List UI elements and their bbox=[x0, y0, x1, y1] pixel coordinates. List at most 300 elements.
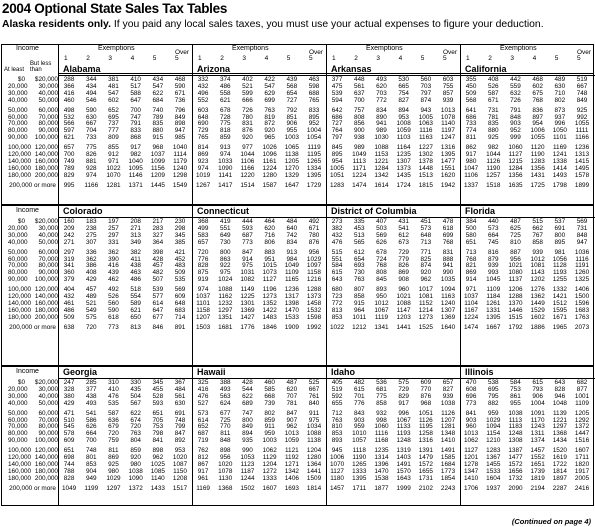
income-less-than: 60,000 bbox=[38, 106, 58, 114]
tax-value: 1116 bbox=[374, 430, 389, 438]
tax-value: 1272 bbox=[262, 467, 277, 475]
tax-value: 457 bbox=[85, 286, 97, 294]
tax-value: 938 bbox=[353, 134, 365, 142]
tax-value: 1334 bbox=[306, 164, 322, 172]
tax-value: 1171 bbox=[352, 164, 367, 172]
tax-value: 1514 bbox=[240, 181, 255, 189]
tax-value: 861 bbox=[510, 392, 521, 400]
tax-value: 257 bbox=[108, 224, 119, 232]
tax-value: 527 bbox=[197, 399, 209, 407]
table-row bbox=[58, 173, 191, 180]
tax-value: 615 bbox=[331, 269, 343, 277]
tax-value: 1203 bbox=[396, 313, 411, 321]
tax-value: 1060 bbox=[374, 423, 389, 431]
tax-value: 903 bbox=[465, 416, 477, 424]
tax-value: 859 bbox=[219, 134, 231, 142]
tax-value: 455 bbox=[152, 385, 164, 393]
tax-value: 704 bbox=[85, 127, 97, 135]
tax-value: 515 bbox=[532, 218, 543, 225]
tax-value: 649 bbox=[219, 231, 231, 239]
tax-value: 374 bbox=[219, 76, 231, 83]
tax-value: 1458 bbox=[306, 299, 322, 307]
tax-value: 1130 bbox=[218, 474, 233, 482]
tax-value: 330 bbox=[130, 379, 141, 386]
exemption-col-label: 3 bbox=[510, 55, 515, 62]
tax-value: 907 bbox=[286, 416, 298, 424]
tax-value: 398 bbox=[152, 248, 164, 256]
tax-value: 1899 bbox=[574, 181, 590, 189]
table-row bbox=[460, 401, 593, 408]
at-least-header: At least bbox=[4, 67, 25, 73]
income-less-than: $20,000 bbox=[34, 379, 58, 386]
tax-value: 662 bbox=[532, 224, 543, 232]
tax-value: 906 bbox=[286, 120, 298, 128]
tax-value: 1585 bbox=[440, 454, 456, 461]
tax-value: 541 bbox=[85, 409, 97, 417]
tax-value: 2005 bbox=[574, 474, 590, 482]
tax-value: 566 bbox=[63, 120, 75, 128]
exemption-col-label: 2 bbox=[488, 55, 492, 62]
tax-value: 726 bbox=[510, 96, 521, 104]
tax-value: 827 bbox=[442, 385, 454, 393]
tax-value: 1373 bbox=[396, 164, 411, 172]
table-row bbox=[460, 84, 593, 91]
state-rule bbox=[192, 75, 326, 76]
tax-value: 961 bbox=[197, 474, 209, 482]
tax-value: 551 bbox=[219, 224, 231, 232]
tax-value: 1447 bbox=[574, 430, 590, 438]
table-row bbox=[326, 424, 459, 431]
tax-value: 328 bbox=[63, 385, 75, 393]
tax-value: 1047 bbox=[463, 164, 479, 172]
table-row bbox=[58, 431, 191, 438]
tax-value: 775 bbox=[219, 120, 231, 128]
table-row bbox=[326, 486, 459, 493]
state-name: Florida bbox=[465, 206, 496, 216]
tax-value: 1209 bbox=[150, 171, 165, 179]
tax-value: 2102 bbox=[418, 484, 433, 492]
tax-value: 897 bbox=[532, 113, 543, 121]
tax-value: 1693 bbox=[284, 484, 299, 492]
tax-value: 1119 bbox=[374, 313, 389, 321]
tax-value: 1095 bbox=[128, 164, 143, 172]
tax-value: 1414 bbox=[552, 164, 567, 172]
tax-value: 876 bbox=[242, 127, 253, 135]
tax-value: 1815 bbox=[418, 181, 433, 189]
tax-value: 925 bbox=[108, 460, 119, 468]
tax-value: 1261 bbox=[486, 299, 501, 307]
tax-value: 806 bbox=[264, 238, 275, 246]
table-row bbox=[58, 315, 191, 322]
tax-value: 1635 bbox=[508, 181, 523, 189]
tax-value: 510 bbox=[63, 416, 75, 424]
tax-value: 773 bbox=[108, 323, 119, 331]
table-row bbox=[326, 128, 459, 135]
tax-value: 486 bbox=[63, 306, 75, 314]
tax-value: 366 bbox=[63, 82, 75, 90]
income-less-than: 90,000 bbox=[38, 127, 58, 135]
tax-value: 1113 bbox=[352, 157, 366, 165]
tax-value: 1021 bbox=[508, 262, 523, 270]
tax-value: 990 bbox=[442, 269, 454, 277]
tax-value: 848 bbox=[576, 231, 588, 239]
tax-value: 1477 bbox=[508, 454, 523, 461]
tax-value: 968 bbox=[152, 144, 164, 152]
tax-value: 883 bbox=[264, 248, 275, 256]
table-block bbox=[1, 366, 594, 506]
tax-value: 620 bbox=[286, 385, 298, 393]
tax-value: 614 bbox=[197, 416, 209, 424]
tax-value: 804 bbox=[130, 437, 141, 445]
tax-value: 575 bbox=[398, 379, 409, 386]
tax-value: 700 bbox=[130, 106, 141, 114]
tax-value: 1406 bbox=[284, 474, 299, 482]
tax-value: 1278 bbox=[463, 460, 479, 468]
tax-value: 1313 bbox=[574, 151, 590, 158]
tax-value: 584 bbox=[510, 379, 521, 386]
table-row bbox=[460, 277, 593, 284]
income-open: 200,000 or more bbox=[9, 181, 56, 189]
tax-value: 448 bbox=[353, 76, 365, 83]
tax-value: 573 bbox=[420, 224, 432, 232]
table-row bbox=[58, 121, 191, 128]
tax-value: 1441 bbox=[306, 467, 322, 475]
tax-value: 1316 bbox=[418, 437, 433, 445]
tax-value: 626 bbox=[376, 238, 387, 246]
tax-value: 1434 bbox=[552, 437, 567, 445]
tax-value: 780 bbox=[308, 231, 320, 239]
tax-value: 831 bbox=[442, 248, 454, 256]
table-row bbox=[326, 145, 459, 152]
tax-value: 1053 bbox=[240, 454, 255, 461]
income-at-least: 100,000 bbox=[8, 286, 32, 294]
income-less-than: 140,000 bbox=[34, 293, 58, 300]
tax-value: 331 bbox=[108, 238, 119, 246]
tax-value: 478 bbox=[442, 218, 454, 225]
tax-value: 1441 bbox=[396, 323, 411, 331]
tax-value: 1167 bbox=[464, 306, 478, 314]
tax-value: 475 bbox=[331, 82, 343, 90]
tax-value: 1342 bbox=[374, 171, 389, 179]
tax-value: 1284 bbox=[508, 164, 523, 172]
tax-value: 811 bbox=[466, 134, 477, 142]
tax-value: 1257 bbox=[486, 171, 501, 179]
tax-value: 667 bbox=[308, 385, 320, 393]
tax-value: 1065 bbox=[284, 144, 299, 152]
tax-value: 868 bbox=[130, 134, 141, 142]
table-row bbox=[192, 183, 325, 190]
tax-value: 725 bbox=[510, 231, 521, 239]
tax-value: 537 bbox=[554, 218, 566, 225]
tax-value: 1003 bbox=[284, 134, 299, 142]
tax-value: 197 bbox=[108, 218, 119, 225]
tax-value: 1031 bbox=[240, 269, 255, 277]
tax-value: 1164 bbox=[396, 144, 411, 152]
tax-value: 1369 bbox=[440, 313, 456, 321]
tax-value: 382 bbox=[331, 224, 343, 232]
tax-value: 1370 bbox=[508, 299, 523, 307]
tax-value: 813 bbox=[130, 323, 141, 331]
tax-value: 1819 bbox=[530, 474, 545, 482]
tax-value: 847 bbox=[286, 409, 298, 417]
tax-value: 869 bbox=[465, 269, 477, 277]
tax-value: 1333 bbox=[352, 467, 367, 475]
tax-value: 1280 bbox=[306, 454, 322, 461]
tax-value: 700 bbox=[63, 151, 75, 158]
tax-value: 1684 bbox=[440, 460, 456, 468]
tax-value: 1101 bbox=[552, 134, 567, 142]
tax-value: 919 bbox=[197, 276, 209, 284]
tax-value: 793 bbox=[532, 385, 543, 393]
tax-value: 935 bbox=[242, 437, 253, 445]
tax-value: 336 bbox=[85, 248, 97, 256]
state-rule bbox=[326, 378, 460, 379]
table-row bbox=[58, 401, 191, 408]
tax-value: 955 bbox=[286, 127, 298, 135]
tax-value: 701 bbox=[353, 392, 365, 400]
tax-value: 1483 bbox=[262, 313, 277, 321]
table-row bbox=[460, 98, 593, 105]
tax-value: 1909 bbox=[284, 323, 299, 331]
tax-value: 1814 bbox=[552, 467, 567, 475]
tax-value: 811 bbox=[108, 447, 119, 455]
tax-value: 1387 bbox=[508, 447, 523, 455]
tax-value: 1005 bbox=[329, 164, 345, 172]
tax-value: 795 bbox=[487, 392, 499, 400]
tax-value: 1319 bbox=[396, 447, 411, 455]
table-row bbox=[58, 77, 191, 84]
tax-value: 273 bbox=[331, 218, 343, 225]
table-row bbox=[326, 325, 459, 332]
tax-value: 1474 bbox=[352, 181, 367, 189]
tax-value: 1059 bbox=[284, 437, 299, 445]
tax-value: 1656 bbox=[508, 467, 523, 475]
tax-value: 504 bbox=[130, 392, 141, 400]
tax-value: 528 bbox=[152, 392, 164, 400]
tax-value: 894 bbox=[242, 430, 253, 438]
table-row bbox=[460, 455, 593, 462]
tax-value: 642 bbox=[331, 106, 343, 114]
tax-value: 801 bbox=[85, 454, 97, 461]
tax-value: 484 bbox=[174, 385, 186, 393]
tax-value: 1792 bbox=[508, 323, 523, 331]
table-row bbox=[326, 108, 459, 115]
tax-value: 981 bbox=[554, 248, 566, 256]
tax-value: 1378 bbox=[418, 157, 433, 165]
tax-value: 586 bbox=[85, 416, 97, 424]
tax-value: 895 bbox=[308, 113, 320, 121]
tax-value: 541 bbox=[398, 224, 409, 232]
tax-value: 517 bbox=[130, 82, 141, 90]
tax-value: 618 bbox=[108, 313, 119, 321]
tax-value: 1090 bbox=[128, 474, 143, 482]
tax-value: 710 bbox=[554, 89, 566, 97]
tax-value: 593 bbox=[152, 399, 164, 407]
tax-value: 1435 bbox=[396, 171, 411, 179]
tax-value: 539 bbox=[331, 89, 343, 97]
tax-value: 643 bbox=[554, 379, 566, 386]
tax-value: 319 bbox=[63, 255, 75, 263]
tax-value: 1373 bbox=[306, 293, 322, 300]
tax-value: 535 bbox=[174, 276, 186, 284]
table-row bbox=[326, 233, 459, 240]
tax-value: 1221 bbox=[374, 157, 389, 165]
tax-value: 493 bbox=[219, 385, 231, 393]
tax-value: 775 bbox=[376, 392, 387, 400]
tax-value: 593 bbox=[242, 224, 253, 232]
tax-value: 913 bbox=[219, 144, 231, 152]
income-at-least: 80,000 bbox=[8, 430, 28, 438]
tax-value: 1049 bbox=[284, 262, 299, 270]
tax-value: 1026 bbox=[262, 144, 277, 152]
tax-value: 881 bbox=[85, 157, 97, 165]
tax-value: 1529 bbox=[530, 306, 545, 314]
tax-value: 513 bbox=[353, 231, 365, 239]
tax-value: 748 bbox=[85, 447, 97, 455]
tax-value: 847 bbox=[242, 248, 253, 256]
tax-value: 843 bbox=[353, 409, 365, 417]
tax-value: 432 bbox=[197, 82, 209, 90]
tax-value: 1128 bbox=[552, 262, 567, 270]
tax-value: 835 bbox=[152, 120, 164, 128]
tax-value: 714 bbox=[174, 313, 186, 321]
tax-value: 603 bbox=[197, 106, 209, 114]
table-row bbox=[460, 159, 593, 166]
tax-value: 573 bbox=[197, 409, 209, 417]
tax-value: 569 bbox=[376, 231, 387, 239]
tax-value: 1607 bbox=[574, 447, 590, 455]
tax-value: 298 bbox=[174, 224, 186, 232]
tax-value: 1255 bbox=[552, 276, 567, 284]
tax-value: 792 bbox=[286, 106, 298, 114]
tax-value: 630 bbox=[174, 399, 186, 407]
tax-value: 1109 bbox=[284, 269, 299, 277]
tax-value: 826 bbox=[85, 151, 97, 158]
tax-value: 651 bbox=[465, 238, 477, 246]
tax-value: 1004 bbox=[306, 127, 322, 135]
exemption-col-label: 2 bbox=[354, 55, 358, 62]
tax-value: 482 bbox=[152, 269, 164, 277]
tax-value: 1206 bbox=[508, 286, 523, 294]
tax-value: 1138 bbox=[284, 151, 299, 158]
tax-value: 848 bbox=[219, 437, 231, 445]
table-row bbox=[326, 277, 459, 284]
tax-value: 937 bbox=[554, 113, 566, 121]
tax-value: 744 bbox=[63, 460, 75, 468]
tax-value: 483 bbox=[174, 262, 186, 270]
tax-value: 652 bbox=[197, 423, 209, 431]
tax-value: 568 bbox=[286, 82, 298, 90]
tax-value: 325 bbox=[197, 379, 209, 386]
tax-value: 835 bbox=[487, 120, 499, 128]
tax-value: 894 bbox=[398, 106, 409, 114]
tax-value: 1533 bbox=[486, 467, 501, 475]
tax-value: 612 bbox=[353, 248, 365, 256]
tax-value: 526 bbox=[487, 82, 499, 90]
tax-value: 699 bbox=[264, 96, 275, 104]
tax-value: 796 bbox=[174, 106, 186, 114]
tax-value: 1470 bbox=[374, 467, 389, 475]
income-less-than: 40,000 bbox=[38, 89, 58, 97]
tax-value: 950 bbox=[376, 293, 387, 300]
tax-value: 1491 bbox=[396, 460, 411, 468]
income-at-least: 60,000 bbox=[8, 416, 28, 424]
tax-value: 895 bbox=[331, 151, 343, 158]
tax-value: 554 bbox=[130, 293, 141, 300]
table-row bbox=[192, 277, 325, 284]
tax-value: 297 bbox=[63, 248, 75, 256]
state-rule bbox=[460, 378, 595, 379]
tax-value: 622 bbox=[242, 392, 253, 400]
tax-value: 450 bbox=[465, 82, 477, 90]
tax-value: 962 bbox=[152, 454, 164, 461]
tax-value: 1284 bbox=[374, 164, 389, 172]
tax-value: 1549 bbox=[172, 181, 188, 189]
tax-value: 335 bbox=[353, 218, 365, 225]
tax-value: 1395 bbox=[486, 313, 501, 321]
tax-value: 851 bbox=[286, 113, 298, 121]
table-row bbox=[192, 108, 325, 115]
tax-value: 867 bbox=[197, 460, 209, 468]
tax-value: 980 bbox=[108, 467, 119, 475]
tax-value: 492 bbox=[108, 286, 119, 294]
table-row bbox=[326, 294, 459, 301]
tax-value: 1479 bbox=[418, 454, 433, 461]
exemptions-header: Exemptions bbox=[500, 45, 537, 52]
table-row bbox=[58, 294, 191, 301]
tax-value: 2416 bbox=[574, 484, 590, 492]
tax-value: 538 bbox=[487, 379, 499, 386]
tax-value: 622 bbox=[152, 89, 164, 97]
tax-value: 1113 bbox=[508, 416, 523, 424]
table-row bbox=[58, 394, 191, 401]
income-less-than: 60,000 bbox=[38, 409, 58, 417]
tax-value: 622 bbox=[130, 409, 141, 417]
tax-value: 429 bbox=[85, 276, 97, 284]
tax-value: 1085 bbox=[150, 467, 165, 475]
tax-value: 1248 bbox=[508, 430, 523, 438]
tax-value: 765 bbox=[197, 134, 209, 142]
tax-value: 1094 bbox=[440, 286, 456, 294]
tax-value: 1146 bbox=[128, 171, 143, 179]
income-at-least: 70,000 bbox=[8, 120, 28, 128]
table-row bbox=[58, 462, 191, 469]
tax-value: 856 bbox=[353, 120, 365, 128]
tax-value: 848 bbox=[510, 113, 521, 121]
tax-value: 657 bbox=[197, 238, 209, 246]
tax-value: 1126 bbox=[418, 416, 433, 424]
tax-value: 1082 bbox=[240, 276, 255, 284]
tax-value: 954 bbox=[532, 120, 543, 128]
tax-value: 368 bbox=[197, 218, 209, 225]
exemption-col-label: 4 bbox=[130, 55, 135, 62]
table-row bbox=[460, 448, 593, 455]
table-row bbox=[460, 411, 593, 418]
tax-value: 1040 bbox=[128, 157, 143, 165]
exemptions-header: Exemptions bbox=[366, 45, 403, 52]
tax-value: 982 bbox=[130, 151, 141, 158]
tax-value: 620 bbox=[264, 224, 275, 232]
table-row bbox=[460, 233, 593, 240]
tax-value: 546 bbox=[85, 96, 97, 104]
tax-value: 1332 bbox=[552, 286, 567, 294]
tax-value: 771 bbox=[420, 248, 432, 256]
tax-value: 2243 bbox=[440, 484, 456, 492]
table-row bbox=[58, 145, 191, 152]
tax-value: 1520 bbox=[552, 447, 567, 455]
tax-value: 1037 bbox=[195, 293, 211, 300]
tax-value: 544 bbox=[242, 385, 253, 393]
